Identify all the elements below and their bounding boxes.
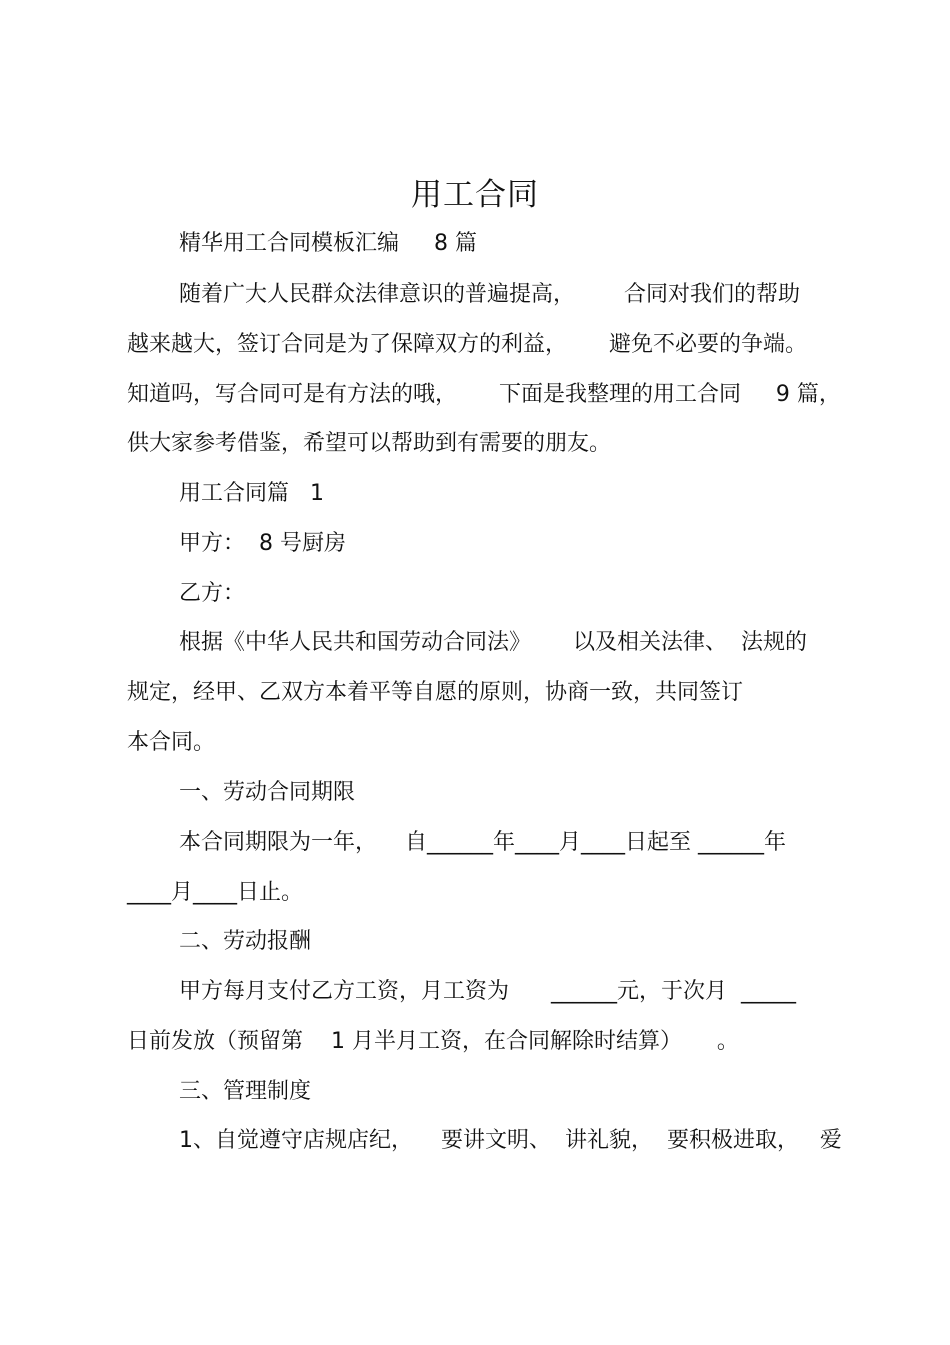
paragraph-line: 知道吗，写合同可是有方法的哦， 下面是我整理的用工合同 9 篇， (127, 382, 841, 407)
paragraph-line: 供大家参考借鉴，希望可以帮助到有需要的朋友。 (127, 431, 612, 456)
subtitle-line: 精华用工合同模板汇编 8 篇 (179, 231, 477, 256)
party-b-line: 乙方： (179, 581, 246, 606)
paragraph-line: 越来越大，签订合同是为了保障双方的利益， 避免不必要的争端。 (127, 332, 807, 357)
document-title: 用工合同 (411, 177, 539, 213)
section-heading: 三、管理制度 (179, 1079, 312, 1104)
paragraph-line: 本合同。 (127, 730, 216, 755)
paragraph-line: 日前发放（预留第 1 月半月工资，在合同解除时结算） 。 (127, 1029, 739, 1054)
paragraph-line: 甲方每月支付乙方工资，月工资为 ______元，于次月 _____ (179, 979, 796, 1004)
section-heading: 用工合同篇 1 (179, 481, 324, 506)
paragraph-line: 1、自觉遵守店规店纪， 要讲文明、 讲礼貌， 要积极进取， 爱 (179, 1128, 842, 1153)
paragraph-line: 规定，经甲、乙双方本着平等自愿的原则，协商一致，共同签订 (127, 680, 744, 705)
paragraph-line: 根据《中华人民共和国劳动合同法》 以及相关法律、 法规的 (179, 630, 807, 655)
paragraph-line: ____月____日止。 (127, 880, 304, 905)
paragraph-line: 本合同期限为一年， 自______年____月____日起至 ______年 (179, 830, 786, 855)
section-heading: 二、劳动报酬 (179, 929, 312, 954)
paragraph-line: 随着广大人民群众法律意识的普遍提高， 合同对我们的帮助 (179, 282, 800, 307)
section-heading: 一、劳动合同期限 (179, 780, 356, 805)
party-a-line: 甲方： 8 号厨房 (179, 531, 346, 556)
